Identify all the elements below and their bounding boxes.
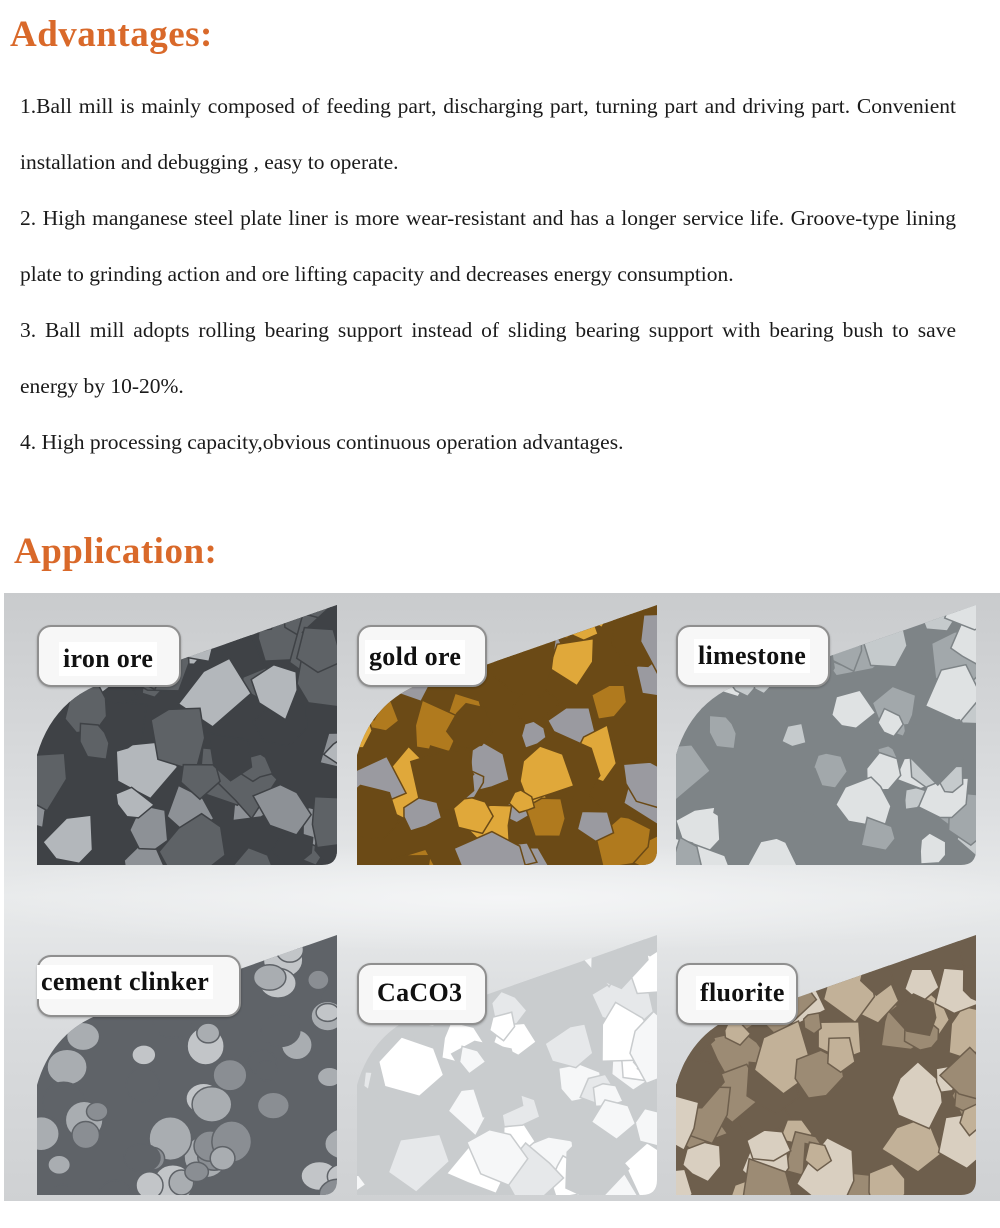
advantage-item-1: 1.Ball mill is mainly composed of feeding part, discharging part, turning part and driving part. Convenient installation and debugging , easy to operate. bbox=[20, 94, 956, 174]
rock-fragment bbox=[280, 935, 314, 942]
rock-fragment bbox=[394, 939, 417, 964]
material-tile-limestone bbox=[676, 605, 976, 865]
rock-fragment bbox=[862, 616, 907, 667]
rock-fragment bbox=[837, 605, 907, 636]
rock-fragment bbox=[190, 935, 214, 941]
rock-fragment bbox=[173, 935, 212, 947]
material-tile-cement-clinker bbox=[37, 935, 337, 1195]
rock-fragment bbox=[794, 935, 819, 950]
advantages-heading: Advantages: bbox=[10, 14, 213, 55]
rock-fragment bbox=[185, 1162, 209, 1181]
material-tile-fluorite bbox=[676, 935, 976, 1195]
rock-fragment bbox=[75, 605, 109, 614]
rock-fragment bbox=[124, 1144, 160, 1172]
material-tile-caco3 bbox=[357, 935, 657, 1195]
rock-fragment bbox=[152, 605, 175, 614]
material-label-iron-ore: iron ore bbox=[59, 642, 157, 676]
material-label-caco3: CaCO3 bbox=[373, 976, 466, 1010]
rock-fragment bbox=[158, 935, 200, 945]
rock-fragment bbox=[316, 1004, 337, 1022]
rock-fragment bbox=[562, 609, 598, 641]
rock-fragment bbox=[47, 1049, 87, 1085]
rock-fragment bbox=[789, 605, 837, 627]
rock-fragment bbox=[548, 605, 577, 627]
rock-fragment bbox=[308, 970, 329, 989]
rock-fragment bbox=[67, 1022, 100, 1050]
rock-fragment bbox=[254, 965, 286, 990]
rock-fragment bbox=[72, 1122, 100, 1149]
rock-fragment bbox=[257, 1092, 289, 1119]
rock-fragment bbox=[213, 1060, 247, 1091]
rock-fragment bbox=[510, 935, 553, 969]
rock-fragment bbox=[813, 935, 864, 975]
material-tile-iron-ore bbox=[37, 605, 337, 865]
rock-fragment bbox=[804, 605, 833, 620]
rock-fragment bbox=[867, 605, 895, 620]
material-label-fluorite: fluorite bbox=[696, 976, 789, 1010]
material-label-limestone: limestone bbox=[694, 639, 810, 673]
rock-fragment bbox=[164, 935, 205, 955]
rock-fragment bbox=[676, 688, 684, 716]
rock-fragment bbox=[676, 1034, 682, 1061]
rock-fragment bbox=[811, 605, 857, 615]
application-gallery bbox=[4, 593, 1000, 1201]
rock-fragment bbox=[676, 1026, 692, 1052]
material-tile-gold-ore bbox=[357, 605, 657, 865]
rock-fragment bbox=[219, 605, 263, 632]
rock-fragment bbox=[276, 937, 303, 962]
advantage-item-3: 3. Ball mill adopts rolling bearing support instead of sliding bearing support with bearing bush to save energy by 10-20%. bbox=[20, 318, 956, 398]
rock-fragment bbox=[210, 1147, 235, 1171]
rock-fragment bbox=[197, 1023, 220, 1043]
rock-fragment bbox=[256, 1061, 277, 1081]
rock-fragment bbox=[48, 1155, 70, 1174]
rock-fragment bbox=[523, 605, 582, 638]
rock-fragment bbox=[776, 605, 813, 622]
rock-fragment bbox=[80, 935, 111, 945]
advantage-item-4: 4. High processing capacity,obvious continuous operation advantages. bbox=[20, 430, 624, 454]
rock-fragment bbox=[136, 1172, 163, 1195]
rock-fragment bbox=[312, 797, 337, 848]
material-label-cement-clinker: cement clinker bbox=[37, 965, 213, 999]
application-heading: Application: bbox=[14, 531, 218, 572]
rock-fragment bbox=[192, 605, 234, 632]
rock-fragment bbox=[795, 935, 828, 963]
rock-fragment bbox=[405, 605, 463, 621]
rock-fragment bbox=[857, 935, 892, 956]
rock-fragment bbox=[87, 1102, 108, 1120]
rock-fragment bbox=[132, 1045, 156, 1065]
rock-fragment bbox=[126, 1068, 159, 1102]
rock-fragment bbox=[261, 1015, 300, 1047]
rock-fragment bbox=[795, 935, 837, 972]
rock-fragment bbox=[830, 943, 860, 969]
rock-fragment bbox=[317, 1067, 337, 1087]
rock-fragment bbox=[88, 935, 124, 956]
advantage-item-2: 2. High manganese steel plate liner is more wear-resistant and has a longer service life. Groove-type lining plate to grinding action and ore lifting capacity and decreases energy consumption. bbox=[20, 206, 956, 286]
advantages-list bbox=[20, 78, 956, 470]
material-label-gold-ore: gold ore bbox=[365, 640, 465, 674]
rock-fragment bbox=[192, 1087, 232, 1122]
